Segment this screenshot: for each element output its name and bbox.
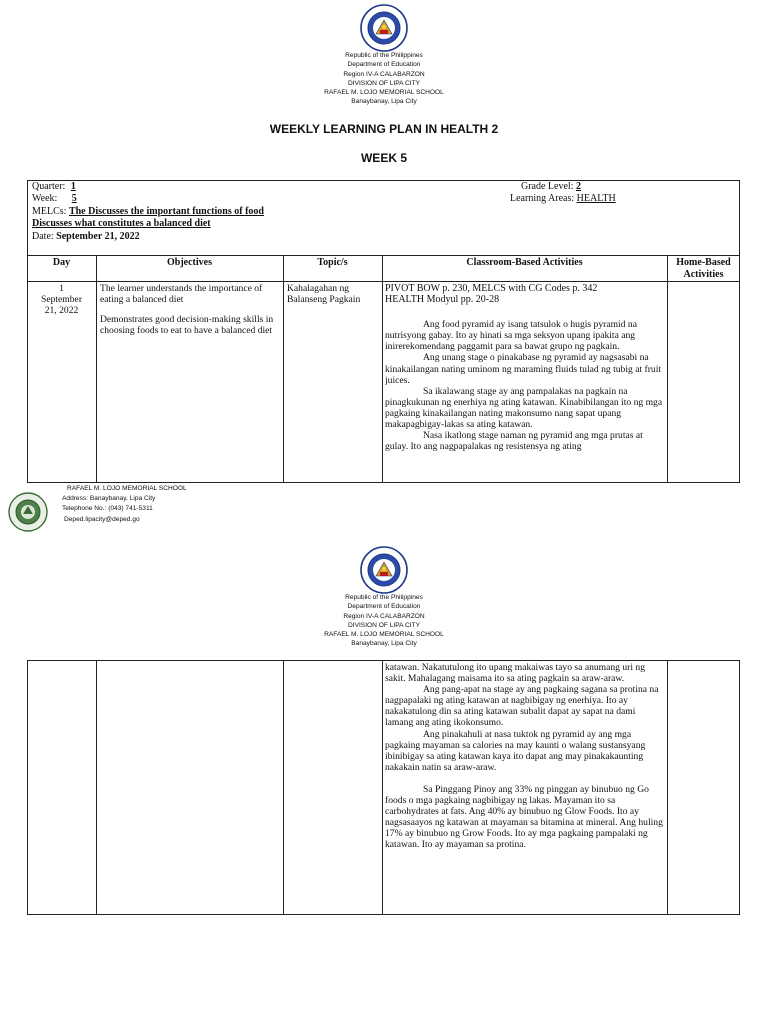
melcs-label: MELCs: [32,206,67,217]
header-line: Department of Education [347,603,421,611]
week-heading: WEEK 5 [360,151,407,165]
activity-paragraph: Nasa ikatlong stage naman ng pyramid ang mga prutas at gulay. Ito ang nagpapalakas ng resistensya ng ating [385,430,643,453]
melcs-line [32,206,264,218]
header-line: Republic of the Philippines [345,594,423,601]
quarter-line [32,181,88,193]
day-year: 21, 2022 [44,305,79,317]
header-line: Region IV-A CALABARZON [343,70,425,78]
column-header-home-activities: Home-Based Activities [676,257,731,280]
column-header-classroom-activities: Classroom-Based Activities [466,257,583,268]
date-label: Date: [32,231,54,242]
column-divider [667,255,668,483]
quarter-value: 1 [70,181,76,192]
column-divider [96,660,97,915]
column-divider [382,660,383,915]
activity-paragraph: Ang pang-apat na stage ay ang pagkaing sagana sa protina na nagpapalaki ng ating katawan at nagbibigay ng enerhiya. Ito ay nakakatulong din sa ating katawan subalit dapat ay sapat na dami lamang ang ating ikokonsumo. [385,684,659,729]
school-logo [8,492,48,532]
header-line: Banaybanay, Lipa City [351,640,417,648]
week-line [32,193,77,205]
column-divider [382,255,383,483]
activity-paragraph: Ang unang stage o pinakabase ng pyramid ay nagsasabi na kinakailangan nating uminom ng maraming fluids tulad ng tubig at fruit juices. [385,352,662,386]
day-month: September [40,294,83,306]
column-header-objectives: Objectives [167,257,212,268]
date-line [32,231,140,243]
activity-paragraph: Ang food pyramid ay isang tatsulok o hugis pyramid na nutrisyong gabay. Ito ay hinati sa mga seksyon upang ipakita ang inirerekomendang paggamit para sa bawat grupo ng pagkain. [385,319,637,353]
activity-reference: PIVOT BOW p. 230, MELCS with CG Codes p. 342 [385,283,598,294]
day-number: 1 [59,283,64,294]
table-header-divider [27,281,740,282]
header-line: DIVISION OF LIPA CITY [347,621,421,629]
objectives-cell [100,283,280,336]
melcs-value: Discusses what constitutes a balanced diet [32,218,211,229]
classroom-activities-cell-continued [385,662,665,851]
agency-header [0,51,768,107]
topic-cell: Kahalagahan ng Balanseng Pagkain [287,283,361,306]
day-cell [27,283,96,316]
column-divider [96,255,97,483]
grade-label: Grade Level: [521,181,574,192]
footer-telephone: Telephone No.: (043) 741-5311 [62,505,153,513]
learning-area-label: Learning Areas: [510,193,575,204]
quarter-label: Quarter: [32,181,66,192]
header-line: RAFAEL M. LOJO MEMORIAL SCHOOL [324,89,444,97]
date-value: September 21, 2022 [56,231,140,242]
column-divider [283,660,284,915]
column-divider [283,255,284,483]
header-line: RAFAEL M. LOJO MEMORIAL SCHOOL [324,631,444,639]
grade-line [521,181,581,193]
melcs-line-2 [32,218,211,230]
header-line: Region IV-A CALABARZON [343,612,425,620]
melcs-value: The Discusses the important functions of food [68,206,264,217]
column-header-day: Day [52,257,71,268]
column-divider [667,660,668,915]
classroom-activities-cell [385,283,665,482]
activity-paragraph: Sa Pinggang Pinoy ang 33% ng pinggan ay binubuo ng Go foods o mga pagkaing nagbibigay ng lakas. Mayaman ito sa carbohydrates at fats. Ang 40% ay binubuo ng Glow Foods. Ito ay nagsasaayos ng katawan at mayaman sa bitamina at mineral. Ang huling 17% ay binubuo ng Grow Foods. Ito ay mga pagkaing pampalaki ng katawan. Ito ay mayaman sa protina. [385,783,663,851]
activity-reference: HEALTH Modyul pp. 20-28 [385,294,500,306]
objective-item: Demonstrates good decision-making skills in choosing foods to eat to have a balanced diet [100,314,274,337]
week-value: 5 [71,193,77,204]
activity-paragraph: katawan. Nakatutulong ito upang makaiwas tayo sa anumang uri ng sakit. Mahalagang maisama ito sa ating pagkain sa araw-araw. [385,662,646,685]
activity-paragraph: Ang pinakahuli at nasa tuktok ng pyramid ay ang mga pagkaing mayaman sa calories na may kaunti o walang sustansyang ibinibigay sa ating katawan kaya ito dapat ang may pinakakaunting nakakain natin sa araw-araw. [385,728,646,773]
deped-seal-logo [360,4,408,52]
footer-email: Deped.lipacity@deped.go [64,515,140,523]
learning-area-line [510,193,616,205]
school-footer [62,484,187,525]
learning-area-value: HEALTH [576,193,616,204]
document-title: WEEKLY LEARNING PLAN IN HEALTH 2 [269,122,499,136]
deped-seal-logo [360,546,408,594]
grade-value: 2 [575,181,581,192]
header-line: DIVISION OF LIPA CITY [347,79,421,87]
activity-paragraph: Sa ikalawang stage ay ang pampalakas na pagkain na pinagkukunan ng enerhiya ng ating katawan. Kinabibilangan ito ng mga pagkaing kinakailangan nating makonsumo nang sapat upang makapagbigay-lakas sa ating katawan. [385,385,663,431]
agency-header [0,593,768,649]
header-line: Department of Education [347,61,421,69]
header-line: Banaybanay, Lipa City [351,98,417,106]
week-label: Week: [32,193,58,204]
objective-item: The learner understands the importance of eating a balanced diet [100,283,263,306]
footer-school-name: RAFAEL M. LOJO MEMORIAL SCHOOL [67,485,187,492]
header-line: Republic of the Philippines [345,52,423,59]
column-header-topics: Topic/s [317,257,348,268]
footer-address: Address: Banaybanay, Lipa City [62,495,156,503]
